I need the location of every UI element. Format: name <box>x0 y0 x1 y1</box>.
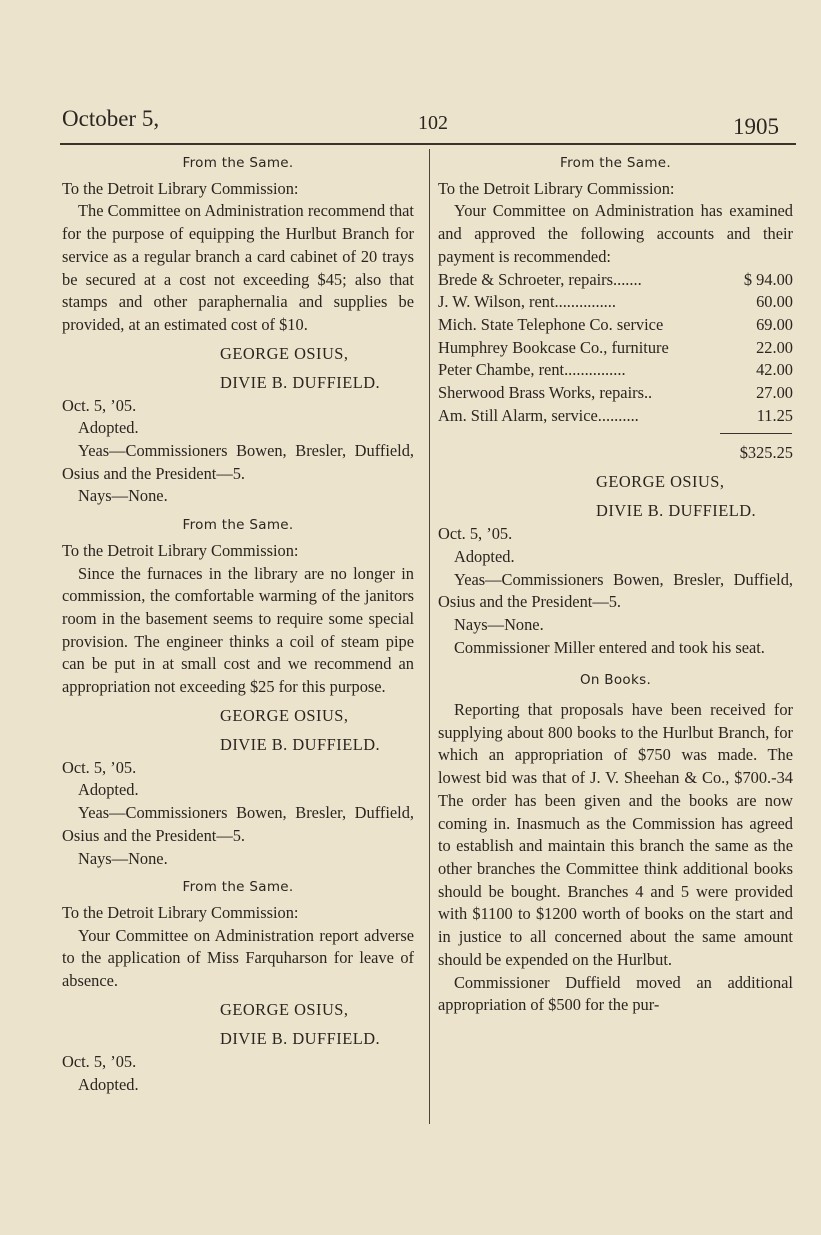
account-label: Peter Chambe, rent............... <box>438 360 626 380</box>
signature-osius: GEORGE OSIUS, <box>220 999 349 1019</box>
report-leave-of-absence <box>62 876 414 1096</box>
header-year: 1905 <box>733 114 779 139</box>
section-title: From the Same. <box>182 517 294 534</box>
right-column <box>438 152 793 1017</box>
account-row <box>438 359 793 382</box>
report-janitor-room <box>62 514 414 870</box>
account-amount: $ 94.00 <box>743 269 793 289</box>
account-row <box>438 291 793 314</box>
account-row <box>438 269 793 292</box>
account-amount: 69.00 <box>756 314 793 334</box>
salutation: To the Detroit Library Commission: <box>62 540 299 560</box>
report-body: Your Committee on Administration report adverse to the application of Miss Farquharson for leave of absence. <box>62 925 414 991</box>
miller-seated-text: Commissioner Miller entered and took his seat. <box>454 637 765 657</box>
account-row <box>438 405 793 428</box>
report-accounts <box>438 152 793 659</box>
yeas-text: Yeas—Commissioners Bowen, Bresler, Duffield, Osius and the President—5. <box>62 441 414 483</box>
salutation: To the Detroit Library Commission: <box>438 178 675 198</box>
signature-duffield: DIVIE B. DUFFIELD. <box>220 1028 381 1048</box>
report-date: Oct. 5, ’05. <box>62 395 137 415</box>
header-date: October 5, <box>62 106 160 131</box>
column-divider <box>429 149 430 1124</box>
report-body: Reporting that proposals have been received for supplying about 800 books to the Hurlbut Branch, for which an appropriation of $750 was made. The lowest bid was that of J. V. Sheehan & Co., $700.-34 The order has been given and the books are now coming in. Inasmuch as the Commission has agreed to establish and maintain this branch the same as the other branches the Committee think additional books should be bought. Branches 4 and 5 were provided with $1100 to $1200 worth of books on the start and in justice to all concerned about the same amount should be expended on the Hurlbut. <box>438 700 793 969</box>
signature-duffield: DIVIE B. DUFFIELD. <box>596 501 757 521</box>
report-body: Since the furnaces in the library are no longer in commission, the comfortable warming of the janitors room in the basement seems to require some special provision. The engineer thinks a coil of steam pipe can be put in at small cost and we recommend an appropriation not exceeding $25 for this purpose. <box>62 563 414 697</box>
salutation: To the Detroit Library Commission: <box>62 178 299 198</box>
account-label: Am. Still Alarm, service.......... <box>438 405 639 425</box>
report-on-books <box>438 669 793 1017</box>
account-amount: 42.00 <box>756 360 793 380</box>
section-title: From the Same. <box>182 155 294 171</box>
section-title: From the Same. <box>560 155 671 171</box>
account-row <box>438 382 793 405</box>
account-amount: 22.00 <box>756 337 793 357</box>
account-row <box>438 314 793 337</box>
account-label: Humphrey Bookcase Co., furniture <box>438 337 669 357</box>
report-admin-equipment <box>62 152 414 508</box>
header-rule <box>60 143 796 145</box>
account-amount: 11.25 <box>756 405 793 425</box>
section-title: From the Same. <box>182 879 294 896</box>
section-title: On Books. <box>579 672 652 689</box>
total-rule <box>720 433 792 434</box>
account-amount: 60.00 <box>756 292 793 312</box>
account-label: Mich. State Telephone Co. service <box>438 314 664 334</box>
report-body: Your Committee on Administration has examined and approved the following accounts and their payment is recommended: <box>438 201 793 266</box>
nays-text: Nays—None. <box>454 614 544 634</box>
yeas-text: Yeas—Commissioners Bowen, Bresler, Duffield, Osius and the President—5. <box>438 569 793 612</box>
signature-osius: GEORGE OSIUS, <box>220 705 349 725</box>
report-date: Oct. 5, ’05. <box>438 524 513 544</box>
accounts-total: $325.25 <box>739 443 793 463</box>
report-date: Oct. 5, ’05. <box>62 1051 137 1071</box>
report-body: The Committee on Administration recommend that for the purpose of equipping the Hurlbut Branch for service as a regular branch a card cabinet of 20 trays be secured at a cost not exceeding $45; also that stamps and other paraphernalia and supplies be provided, at an estimated cost of $10. <box>62 201 414 334</box>
account-row <box>438 337 793 360</box>
left-column <box>62 152 414 1096</box>
signature-osius: GEORGE OSIUS, <box>596 472 725 492</box>
adopted-text: Adopted. <box>78 780 139 800</box>
nays-text: Nays—None. <box>78 486 168 506</box>
account-amount: 27.00 <box>756 383 793 403</box>
page-number: 102 <box>418 112 448 134</box>
motion-text: Commissioner Duffield moved an additional appropriation of $500 for the pur- <box>438 972 793 1015</box>
signature-duffield: DIVIE B. DUFFIELD. <box>220 372 381 392</box>
accounts-list <box>438 269 793 428</box>
adopted-text: Adopted. <box>78 418 139 438</box>
account-label: J. W. Wilson, rent............... <box>438 292 616 312</box>
report-date: Oct. 5, ’05. <box>62 757 137 777</box>
nays-text: Nays—None. <box>78 848 168 868</box>
yeas-text: Yeas—Commissioners Bowen, Bresler, Duffield, Osius and the President—5. <box>62 803 414 845</box>
adopted-text: Adopted. <box>454 546 515 566</box>
salutation: To the Detroit Library Commission: <box>62 902 299 922</box>
account-label: Brede & Schroeter, repairs....... <box>438 269 642 289</box>
adopted-text: Adopted. <box>78 1074 139 1094</box>
signature-duffield: DIVIE B. DUFFIELD. <box>220 734 381 754</box>
signature-osius: GEORGE OSIUS, <box>220 343 349 363</box>
account-label: Sherwood Brass Works, repairs.. <box>438 383 653 403</box>
